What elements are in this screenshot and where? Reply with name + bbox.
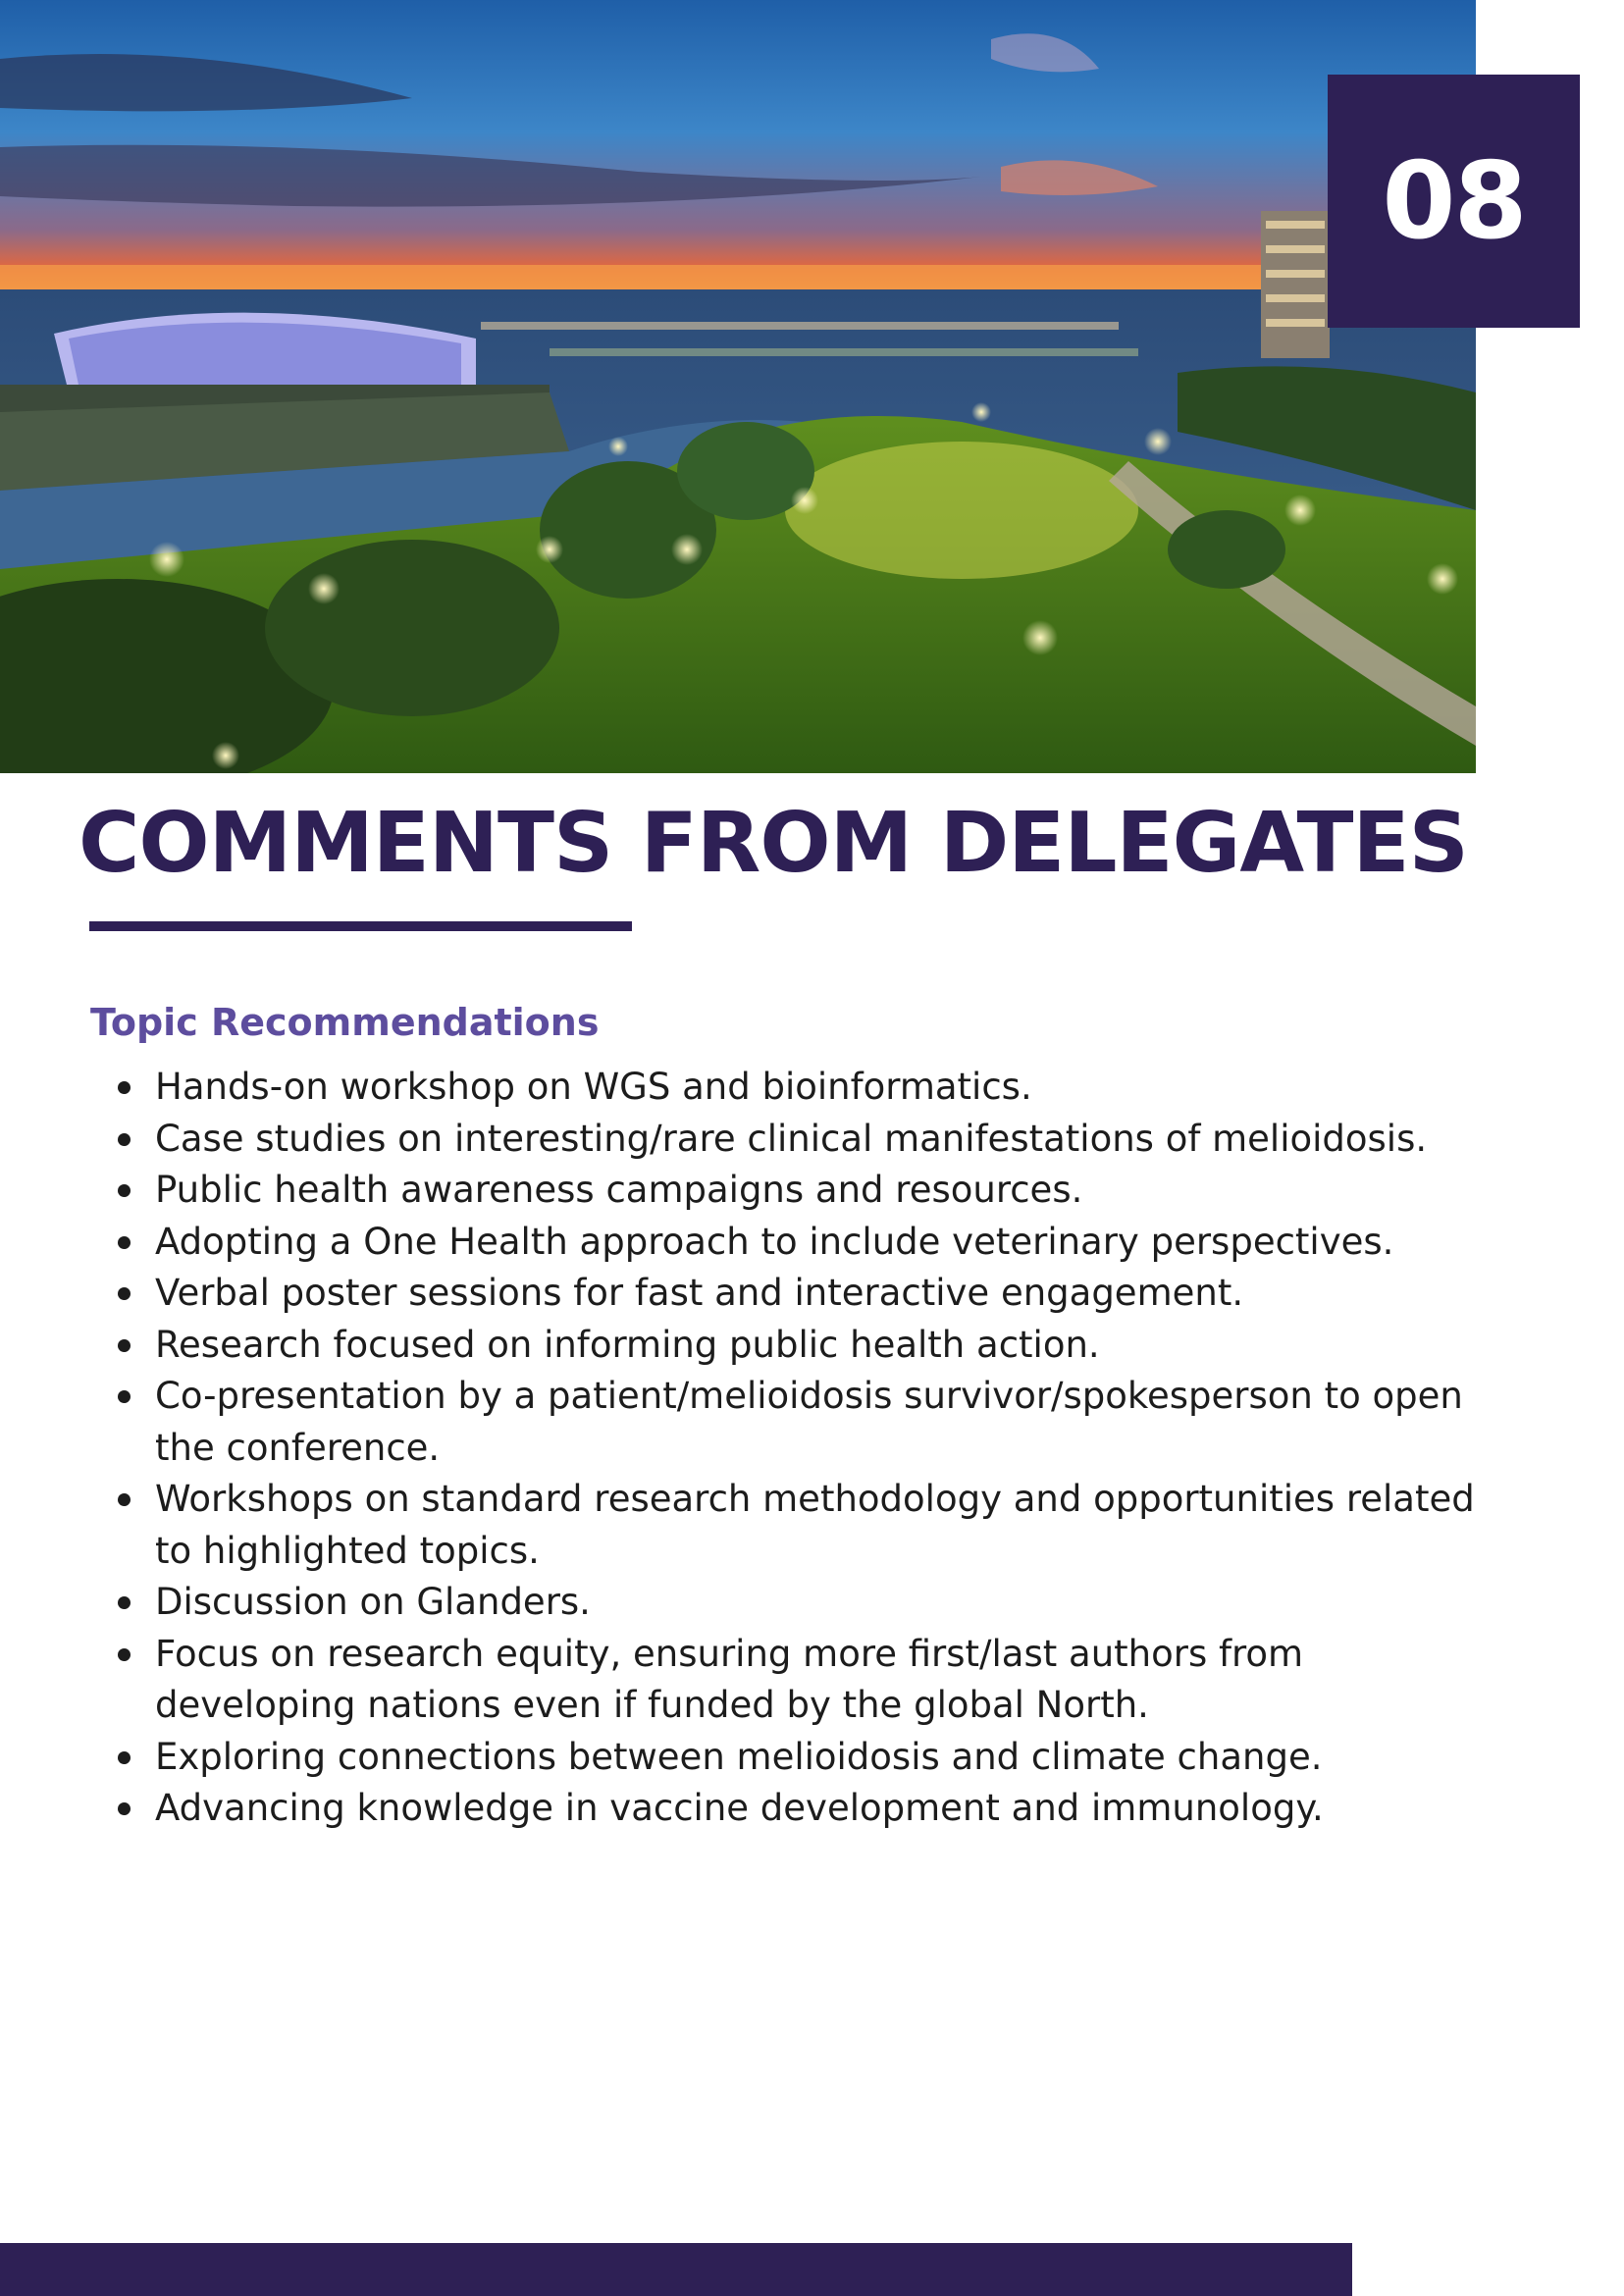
recommendations-list (110, 1062, 1484, 1835)
bullet-icon (118, 1596, 131, 1609)
bullet-icon (118, 1184, 131, 1197)
page-number-badge (1328, 75, 1580, 328)
bullet-icon (118, 1236, 131, 1249)
list-item-text: Advancing knowledge in vaccine development and immunology. (155, 1787, 1324, 1829)
footer-bar (0, 2243, 1352, 2296)
waterfront-night-photo (0, 0, 1476, 773)
list-item-text: Discussion on Glanders. (155, 1581, 591, 1623)
list-item-text: Adopting a One Health approach to include veterinary perspectives. (155, 1220, 1394, 1263)
list-item-text: Focus on research equity, ensuring more first/last authors from developing nations even if funded by the global North. (155, 1632, 1304, 1726)
bullet-icon (118, 1648, 131, 1661)
page-number: 08 (1382, 139, 1526, 263)
list-item (110, 1268, 1484, 1320)
list-item (110, 1062, 1484, 1114)
section-heading: Topic Recommendations (90, 1001, 600, 1044)
list-item (110, 1114, 1484, 1166)
list-item-text: Workshops on standard research methodology and opportunities related to highlighted topics. (155, 1478, 1475, 1572)
list-item (110, 1474, 1484, 1577)
bullet-icon (118, 1287, 131, 1300)
list-item-text: Verbal poster sessions for fast and interactive engagement. (155, 1272, 1244, 1314)
list-item (110, 1629, 1484, 1732)
bullet-icon (118, 1390, 131, 1403)
bullet-icon (118, 1081, 131, 1094)
list-item-text: Research focused on informing public health action. (155, 1323, 1100, 1366)
page-title: COMMENTS FROM DELEGATES (79, 795, 1468, 892)
hero-photo (0, 0, 1476, 773)
bullet-icon (118, 1133, 131, 1146)
list-item (110, 1217, 1484, 1269)
list-item (110, 1783, 1484, 1835)
list-item (110, 1371, 1484, 1474)
list-item (110, 1732, 1484, 1784)
list-item-text: Exploring connections between melioidosis and climate change. (155, 1735, 1323, 1778)
title-underline (89, 921, 632, 931)
list-item-text: Public health awareness campaigns and resources. (155, 1169, 1083, 1211)
list-item-text: Case studies on interesting/rare clinical manifestations of melioidosis. (155, 1117, 1428, 1160)
list-item (110, 1165, 1484, 1217)
list-item (110, 1577, 1484, 1629)
list-item-text: Co-presentation by a patient/melioidosis survivor/spokesperson to open the conference. (155, 1375, 1463, 1469)
bullet-icon (118, 1493, 131, 1506)
list-item (110, 1320, 1484, 1372)
bullet-icon (118, 1751, 131, 1764)
list-item-text: Hands-on workshop on WGS and bioinformatics. (155, 1066, 1032, 1108)
bullet-icon (118, 1802, 131, 1815)
bullet-icon (118, 1339, 131, 1352)
